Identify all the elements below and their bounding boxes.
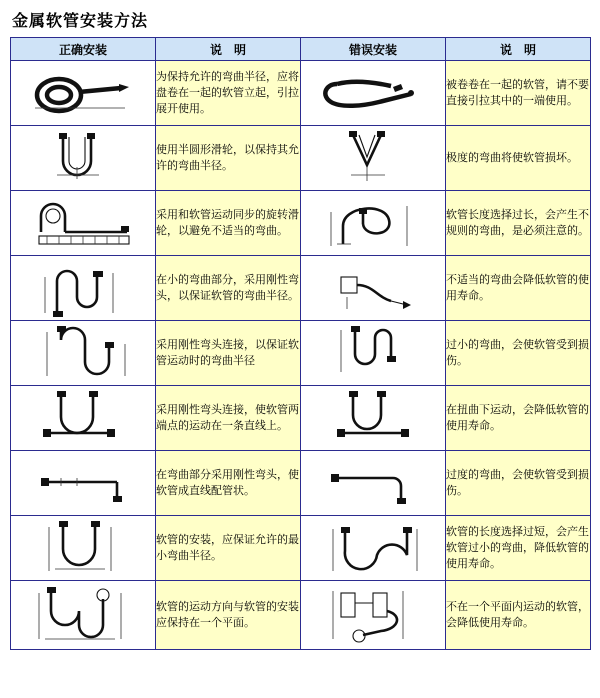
description-correct: 采用和软管运动同步的旋转滑轮，以避免不适当的弯曲。	[156, 191, 301, 256]
header-correct-install: 正确安装	[11, 38, 156, 61]
table-row	[11, 451, 591, 516]
description-wrong: 过度的弯曲，会使软管受到损伤。	[446, 451, 591, 516]
table-row	[11, 126, 591, 191]
table-row	[11, 581, 591, 650]
figure-hose-motion-out-of-plane	[301, 581, 446, 650]
figure-improper-tight-bend-at-fitting	[301, 256, 446, 321]
hose-installation-table	[10, 37, 591, 650]
figure-hose-over-semicircular-sheave	[11, 126, 156, 191]
description-wrong: 被卷卷在一起的软管，请不要直接引拉其中的一端使用。	[446, 61, 591, 126]
figure-hose-twisting-under-motion	[301, 386, 446, 451]
header-wrong-desc: 说 明	[446, 38, 591, 61]
figure-excessive-bend-at-corner	[301, 451, 446, 516]
figure-coiled-hose-standing-upright	[11, 61, 156, 126]
description-correct: 采用刚性弯头连接，使软管两端点的运动在一条直线上。	[156, 386, 301, 451]
header-wrong-install: 错误安装	[301, 38, 446, 61]
description-wrong: 软管的长度选择过短，会产生软管过小的弯曲，降低软管的使用寿命。	[446, 516, 591, 581]
description-correct: 采用刚性弯头连接，以保证软管运动时的弯曲半径	[156, 321, 301, 386]
figure-rigid-elbow-straight-pipe-layout	[11, 451, 156, 516]
description-wrong: 过小的弯曲，会使软管受到损伤。	[446, 321, 591, 386]
figure-hose-motion-in-same-plane	[11, 581, 156, 650]
description-wrong: 不在一个平面内运动的软管，会降低使用寿命。	[446, 581, 591, 650]
description-correct: 在小的弯曲部分，采用刚性弯头，以保证软管的弯曲半径。	[156, 256, 301, 321]
table-row	[11, 386, 591, 451]
figure-coiled-hose-pulled-from-end	[301, 61, 446, 126]
description-wrong: 在扭曲下运动，会降低软管的使用寿命。	[446, 386, 591, 451]
figure-rigid-elbow-at-small-bend	[11, 256, 156, 321]
description-correct: 软管的运动方向与软管的安装应保持在一个平面。	[156, 581, 301, 650]
description-wrong: 软管长度选择过长，会产生不规则的弯曲，是必须注意的。	[446, 191, 591, 256]
figure-rigid-elbows-both-ends-straight-line	[11, 386, 156, 451]
description-correct: 使用半圆形滑轮，以保持其允许的弯曲半径。	[156, 126, 301, 191]
table-row	[11, 191, 591, 256]
figure-too-small-bend-radius-hook	[301, 321, 446, 386]
figure-rigid-elbow-connection-u-bend	[11, 321, 156, 386]
table-row	[11, 61, 591, 126]
description-correct: 为保持允许的弯曲半径，应将盘卷在一起的软管立起，引拉展开使用。	[156, 61, 301, 126]
table-row	[11, 516, 591, 581]
figure-hose-on-synchronized-roller-chain	[11, 191, 156, 256]
table-row	[11, 256, 591, 321]
description-wrong: 极度的弯曲将使软管损坏。	[446, 126, 591, 191]
description-correct: 软管的安装，应保证允许的最小弯曲半径。	[156, 516, 301, 581]
figure-hose-installed-min-bend-radius	[11, 516, 156, 581]
table-row	[11, 321, 591, 386]
header-correct-desc: 说 明	[156, 38, 301, 61]
figure-hose-too-long-excess-slack	[301, 516, 446, 581]
table-header-row	[11, 38, 591, 61]
description-correct: 在弯曲部分采用刚性弯头，使软管成直线配管状。	[156, 451, 301, 516]
figure-hose-too-long-irregular-loop	[301, 191, 446, 256]
figure-hose-sharp-vee-bend	[301, 126, 446, 191]
page-title: 金属软管安装方法	[12, 11, 149, 30]
description-wrong: 不适当的弯曲会降低软管的使用寿命。	[446, 256, 591, 321]
